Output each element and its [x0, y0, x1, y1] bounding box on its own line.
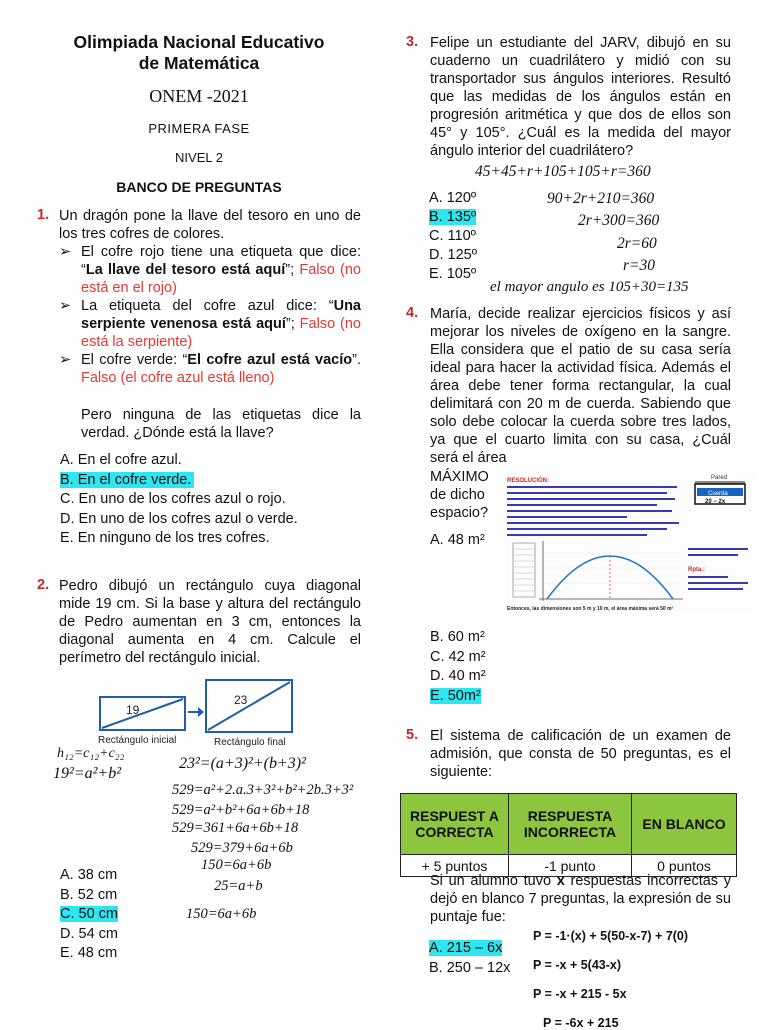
q1-option-b[interactable]: B. En el cofre verde.: [60, 471, 298, 491]
header: [40, 32, 358, 195]
q1-number: 1.: [37, 207, 50, 223]
q3-math-5: r=30: [623, 257, 655, 274]
initial-diagonal: [102, 699, 183, 728]
q3-option-d[interactable]: D. 125º: [429, 247, 478, 263]
q3-math-2: 90+2r+210=360: [547, 190, 655, 207]
q1-bullet-3: ➢ El cofre verde: “El cofre azul está vacío”. Falso (el cofre azul está lleno): [59, 352, 361, 386]
q5-text: El sistema de calificación de un examen de admisión, que consta de 50 preguntas, es el siguiente:: [430, 728, 731, 780]
q3-option-b[interactable]: B. 135º: [429, 209, 477, 225]
q2-option-d[interactable]: D. 54 cm: [60, 925, 119, 942]
q3-option-a[interactable]: A. 120º: [429, 190, 477, 206]
q4-option-d[interactable]: D. 40 m²: [430, 668, 486, 684]
q2-text: Pedro dibujó un rectángulo cuya diagonal mide 19 cm. Si la base y altura del rectángulo de Pedro aumentan en 3 cm, entonces la diagonal aumenta en 4 cm. Calcule el perímetro del rectángulo inicial.: [59, 578, 361, 666]
arrow-right-icon: [198, 707, 204, 717]
q3-math-6: el mayor angulo es 105+30=135: [490, 279, 689, 295]
initial-rectangle-label: Rectángulo inicial: [98, 735, 177, 746]
q2-math-r2: 529=a²+2.a.3+3²+b²+2b.3+3²: [172, 782, 354, 798]
q2-math-r4: 529=361+6a+6b+18: [172, 820, 299, 836]
q4-resolution-image: [505, 473, 757, 613]
q4-number: 4.: [406, 305, 419, 321]
title-line-1: Olimpiada Nacional Educativo: [73, 32, 325, 52]
final-rectangle-label: Rectángulo final: [214, 737, 286, 748]
arrow-bullet-icon: ➢: [59, 298, 72, 314]
table-cell-correct: + 5 puntos: [401, 855, 509, 877]
q4-option-c[interactable]: C. 42 m²: [430, 648, 486, 665]
q3-math-1: 45+45+r+105+105+r=360: [475, 163, 651, 180]
q1-bullets: [59, 243, 361, 387]
onem-year: ONEM -2021: [149, 86, 249, 106]
q1-option-c[interactable]: C. En uno de los cofres azul o rojo.: [60, 491, 286, 507]
q2-math-r7: 25=a+b: [214, 878, 263, 894]
q2-math-l1: h₁₂=c₁₂+c₂₂: [57, 746, 125, 761]
q2-math-r1: 23²=(a+3)²+(b+3)²: [179, 755, 306, 772]
q2-math-r5: 529=379+6a+6b: [191, 840, 293, 856]
q4-options-rest: [430, 628, 486, 706]
arrow-bullet-icon: ➢: [59, 244, 72, 260]
q4-text-end: MÁXIMO de dicho espacio?: [430, 469, 489, 521]
q5-work-3: P = -x + 215 - 5x: [533, 987, 627, 1001]
q5-text-2: Si un alumno tuvo x respuestas incorrectas y dejó en blanco 7 preguntas, la expresión de su puntaje fue:: [430, 873, 731, 925]
initial-diagonal-value: 19: [126, 703, 140, 717]
q5-number: 5.: [406, 727, 419, 743]
q1-option-e[interactable]: E. En ninguno de los tres cofres.: [60, 530, 270, 546]
q3-number: 3.: [406, 34, 419, 50]
table-cell-blank: 0 puntos: [632, 855, 737, 877]
q3-options: [429, 189, 477, 284]
svg-text:Rpta.:: Rpta.:: [688, 567, 705, 573]
q5-option-b[interactable]: B. 250 – 12x: [429, 960, 511, 976]
table-header-blank: EN BLANCO: [632, 794, 737, 855]
q2-options: [60, 866, 118, 964]
nivel: NIVEL 2: [175, 150, 223, 165]
q1-note-2: Falso (no está la serpiente): [81, 316, 361, 350]
q2-number: 2.: [37, 577, 50, 593]
final-diagonal-value: 23: [234, 693, 248, 707]
svg-text:20 − 2x: 20 − 2x: [705, 499, 726, 505]
q2-math-l2: 19²=a²+b²: [53, 765, 121, 782]
svg-text:Cuerda: Cuerda: [708, 491, 728, 497]
q1-text: Un dragón pone la llave del tesoro en uno de los tres cofres de colores.: [59, 208, 361, 242]
q1-bullet-1: ➢ El cofre rojo tiene una etiqueta que dice: “La llave del tesoro está aquí”; Falso (no está en el rojo): [59, 244, 361, 296]
q2-option-c[interactable]: C. 50 cm: [60, 906, 119, 922]
q1-bullet-2: ➢ La etiqueta del cofre azul dice: “Una serpiente venenosa está aquí”; Falso (no está la serpiente): [59, 298, 361, 350]
q4-text: María, decide realizar ejercicios físicos y así mejorar los niveles de oxígeno en la sangre. Ella considera que el patio de su casa sería ideal para hacer la actividad física. Además el área debe tener forma rectangular, la cual delimitará con 20 m de cuerda. Sabiendo que solo debe colocar la cuerda sobre tres lados, ya que el cuarto limita con su casa, ¿Cuál será el área: [430, 306, 731, 466]
q1-options: [60, 451, 298, 549]
q1-note-3: Falso (el cofre azul está lleno): [81, 370, 275, 386]
q4-option-b[interactable]: B. 60 m²: [430, 629, 485, 645]
q2-math-r6: 150=6a+6b: [201, 857, 272, 873]
svg-text:Entonces, las dimensiones son: Entonces, las dimensiones son 5 m y 10 m, el área máxima será 50 m²: [507, 606, 674, 612]
q2-option-e[interactable]: E. 48 cm: [60, 945, 118, 961]
q4-option-e[interactable]: E. 50m²: [430, 687, 481, 704]
q1-option-d[interactable]: D. En uno de los cofres azul o verde.: [60, 510, 298, 527]
table-header-correct: RESPUEST A CORRECTA: [401, 794, 509, 855]
table-cell-incorrect: -1 punto: [509, 855, 632, 877]
arrow-bullet-icon: ➢: [59, 352, 72, 368]
q5-options: [429, 938, 510, 978]
q2-math-r8: 150=6a+6b: [186, 906, 257, 922]
q3-option-c[interactable]: C. 110º: [429, 228, 476, 244]
q5-grading-table: [400, 793, 737, 877]
q5-work-4: P = -6x + 215: [543, 1016, 619, 1030]
q5-work-1: P = -1·(x) + 5(50-x-7) + 7(0): [533, 929, 689, 943]
q3-text: Felipe un estudiante del JARV, dibujó en su cuaderno un cuadrilátero y midió con su transportador sus ángulos interiores. Resultó que las medidas de los ángulos están en progresión aritmética y que dos de ellos son 45° y 105°. ¿Cuál es la medida del mayor ángulo interior del cuadrilátero?: [430, 35, 731, 159]
q1-question: Pero ninguna de las etiquetas dice la verdad. ¿Dónde está la llave?: [81, 407, 361, 441]
q5-work: [533, 929, 688, 1030]
q3-math-4: 2r=60: [617, 235, 657, 252]
q2-math-r3: 529=a²+b²+6a+6b+18: [172, 802, 310, 818]
banco-title: BANCO DE PREGUNTAS: [116, 179, 282, 195]
fase: PRIMERA FASE: [148, 121, 250, 136]
q2-rectangles-figure: [96, 672, 301, 752]
q2-option-b[interactable]: B. 52 cm: [60, 886, 118, 903]
table-header-incorrect: RESPUESTA INCORRECTA: [509, 794, 632, 855]
q3-math-3: 2r+300=360: [578, 212, 660, 229]
final-diagonal: [208, 682, 290, 730]
svg-text:RESOLUCIÓN:: RESOLUCIÓN:: [507, 478, 549, 484]
q1-note-1: Falso (no está en el rojo): [81, 262, 361, 296]
q5-work-2: P = -x + 5(43-x): [533, 958, 622, 972]
svg-text:Pared: Pared: [711, 475, 728, 481]
q2-option-a[interactable]: A. 38 cm: [60, 867, 118, 883]
q4-option-a[interactable]: A. 48 m²: [430, 532, 485, 548]
q1-option-a[interactable]: A. En el cofre azul.: [60, 452, 182, 468]
q3-option-e[interactable]: E. 105º: [429, 266, 477, 282]
q5-option-a[interactable]: A. 215 – 6x: [429, 940, 503, 956]
q4-resolution-graphic: [505, 473, 757, 613]
title-line-2: de Matemática: [138, 53, 260, 73]
